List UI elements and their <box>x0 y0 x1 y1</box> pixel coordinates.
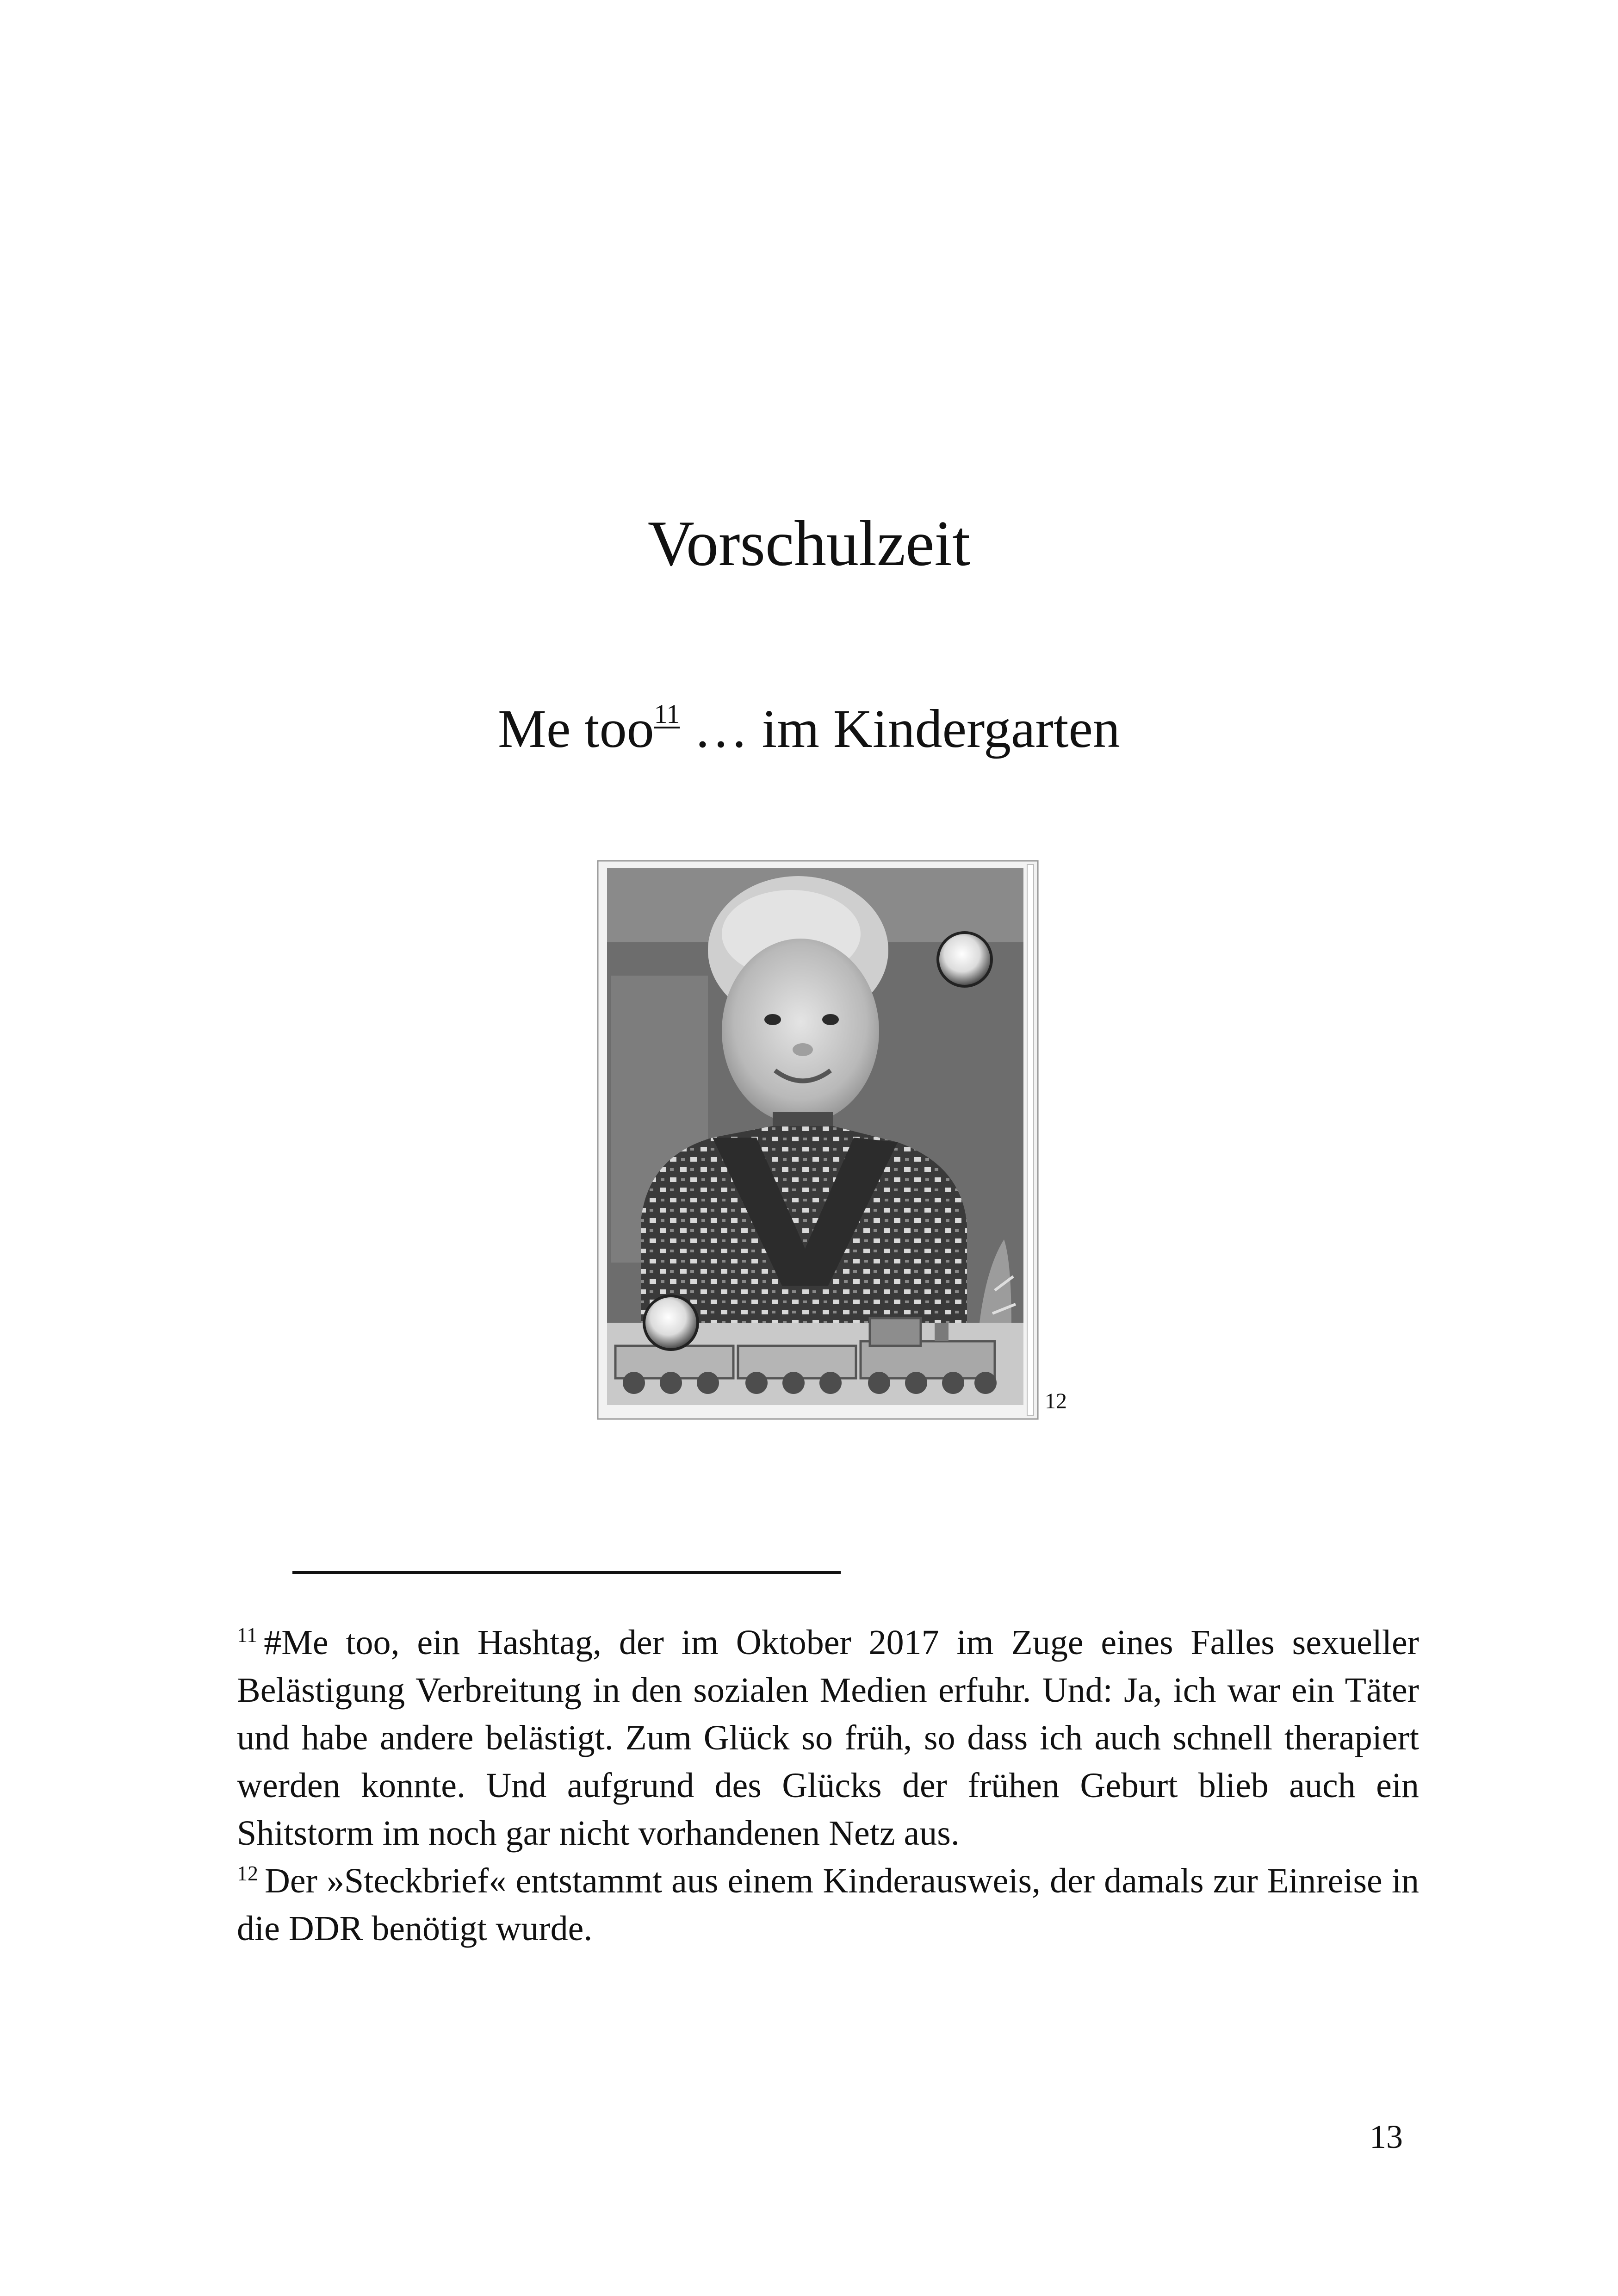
footnote-ref-11[interactable]: 11 <box>654 699 680 729</box>
footnote-text: #Me too, ein Hashtag, der im Oktober 2017 im Zuge eines Falles sexueller Belästigung Verbreitung in den sozialen Medien erfuhr. Und: Ja, ich war ein Täter und habe andere belästigt. Zum Glück so früh, so dass ich auch schnell therapiert werden konnte. Und aufgrund des Glücks der frühen Geburt blieb auch ein Shitstorm im noch gar nicht vorhandenen Netz aus. <box>237 1623 1419 1853</box>
footnote-11 <box>237 1619 1419 1857</box>
footnote-12 <box>237 1857 1419 1953</box>
child-portrait-photo <box>597 860 1039 1420</box>
section-title-rest: … im Kindergarten <box>680 698 1120 759</box>
footnotes <box>237 1619 1419 1953</box>
footnote-ref-12[interactable]: 12 <box>1045 1389 1067 1413</box>
footnote-number: 12 <box>237 1861 258 1885</box>
footnote-separator <box>292 1571 841 1574</box>
page-number: 13 <box>1370 2118 1403 2155</box>
footnote-number: 11 <box>237 1623 258 1647</box>
chapter-title: Vorschulzeit <box>647 508 971 579</box>
footnote-text: Der »Steckbrief« entstammt aus einem Kinderausweis, der damals zur Einreise in die DDR benötigt wurde. <box>237 1861 1419 1948</box>
section-title-main: Me too <box>498 698 654 759</box>
section-title <box>0 694 1618 764</box>
